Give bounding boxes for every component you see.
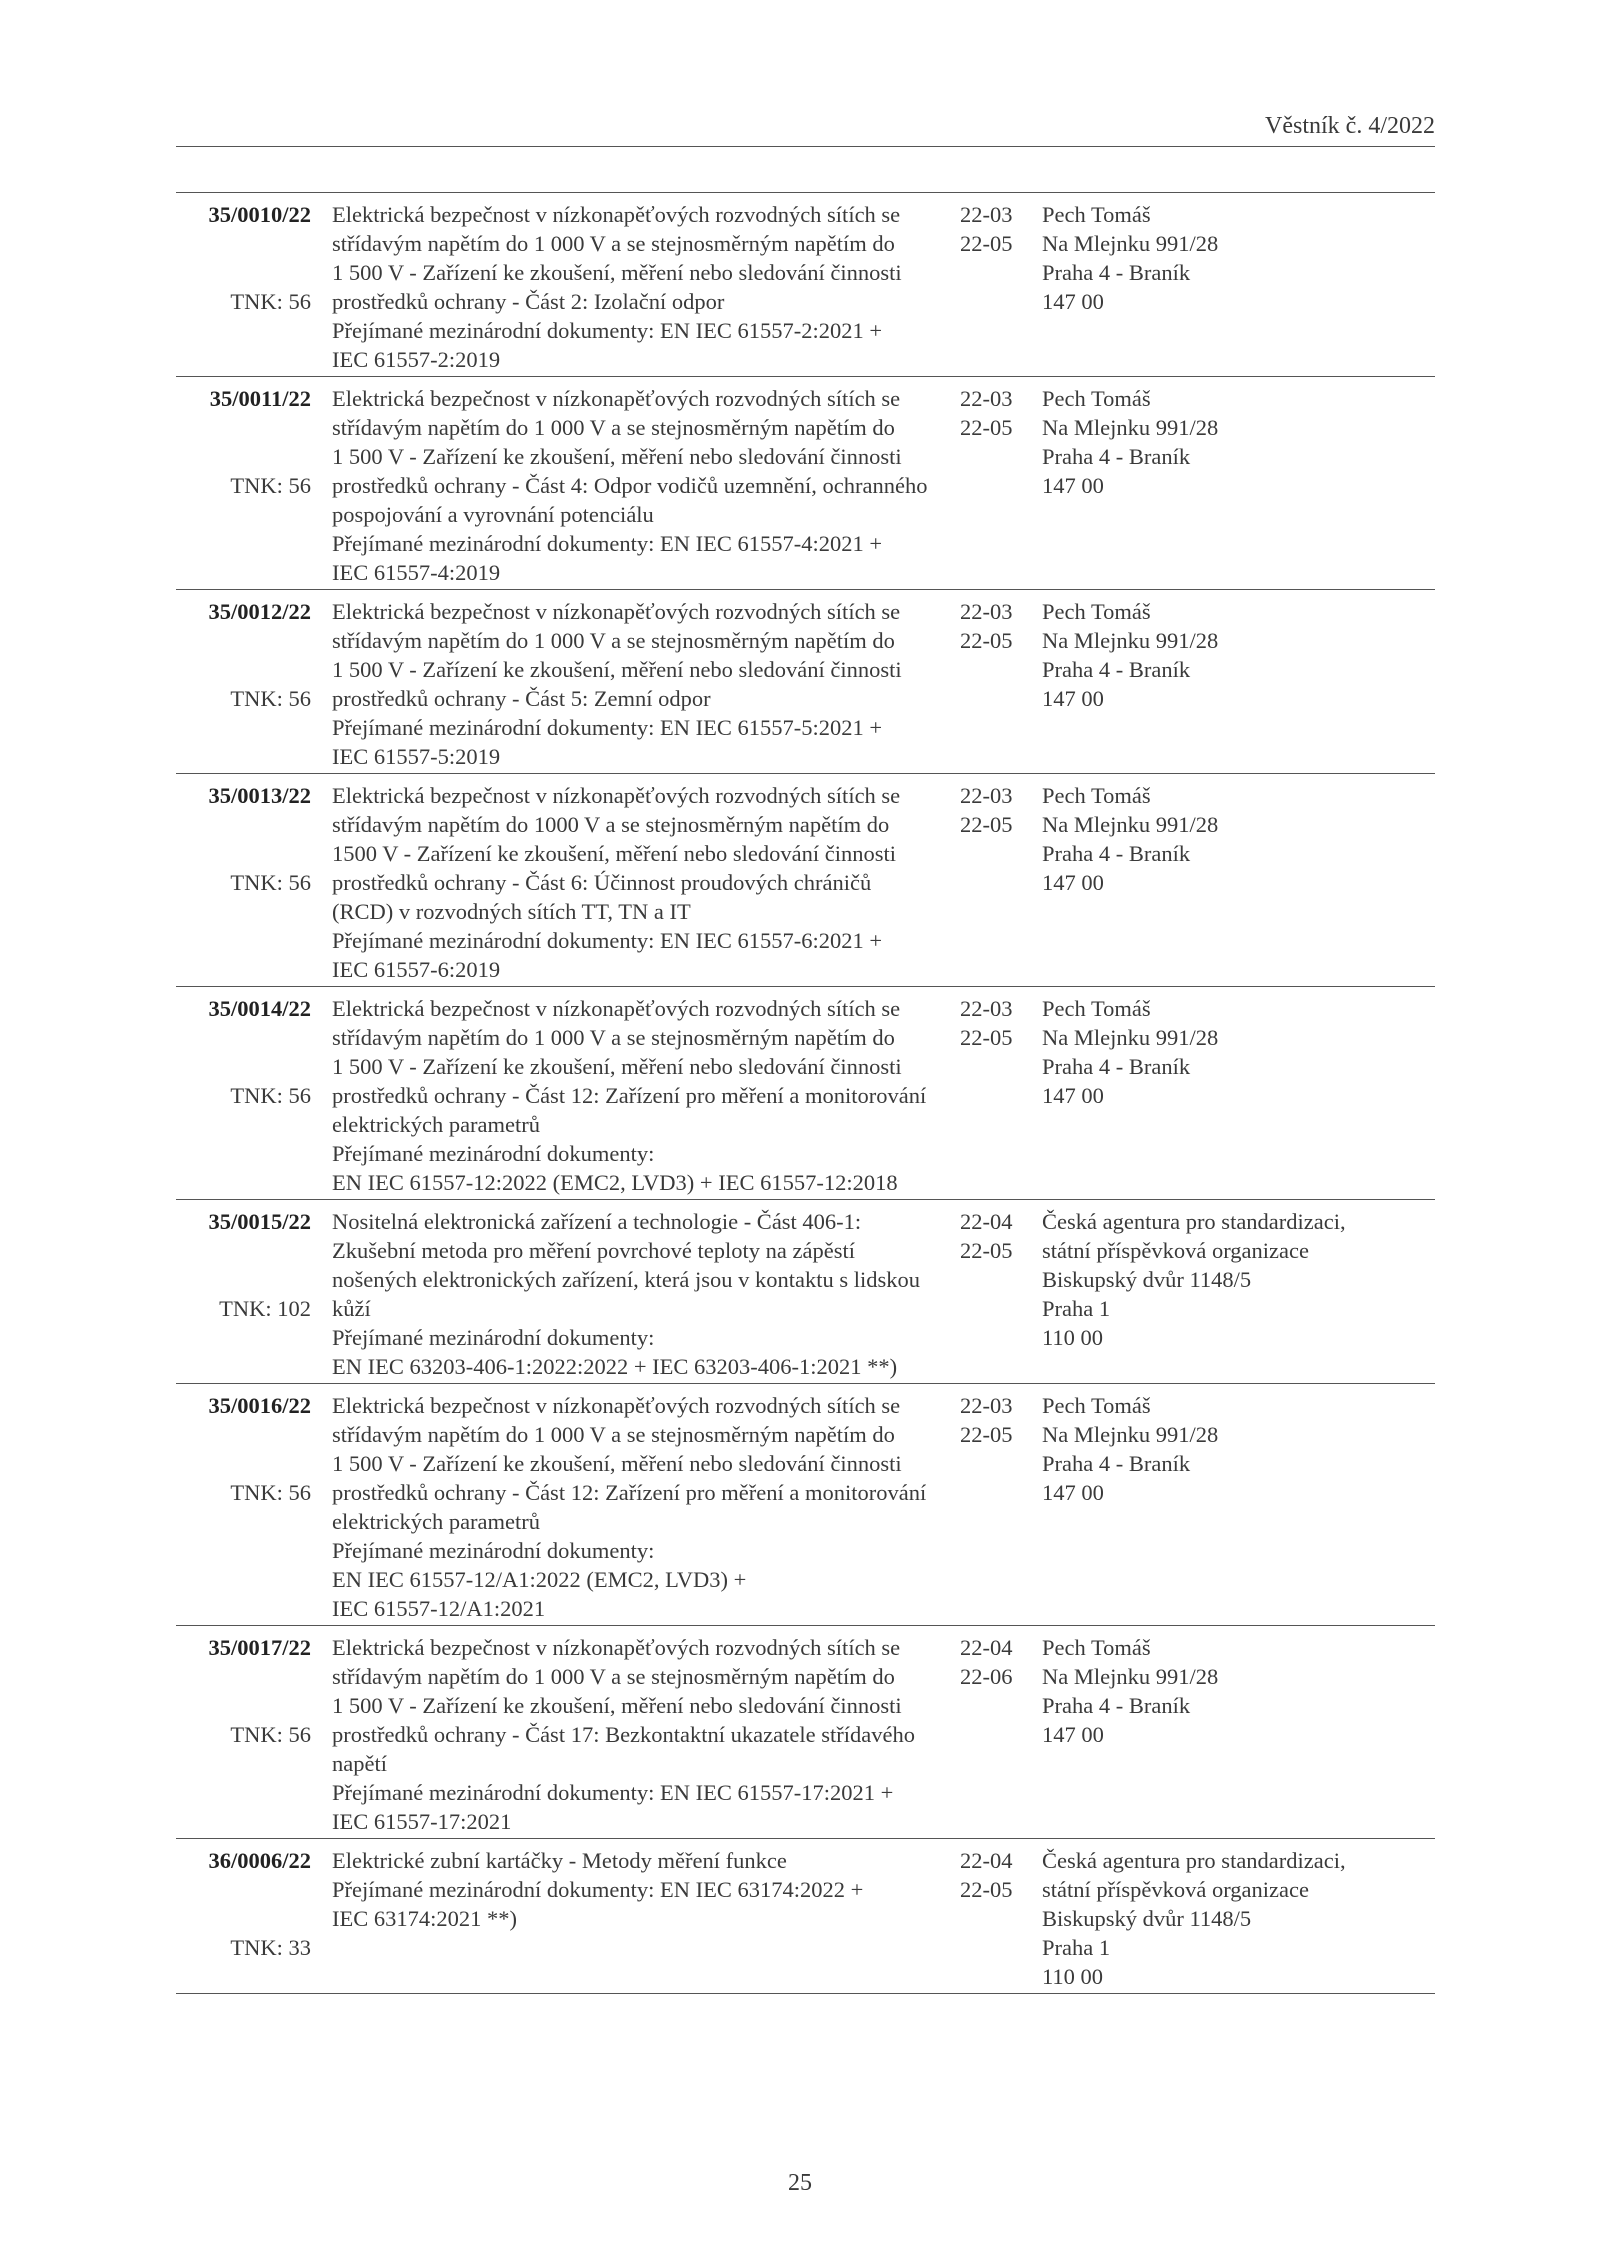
entry-contact-line: Praha 4 - Braník <box>1042 444 1191 469</box>
entry-title-line: elektrických parametrů <box>332 1112 541 1137</box>
entry-title-line: střídavým napětím do 1 000 V a se stejnosměrným napětím do <box>332 1025 895 1050</box>
entry-date: 22-05 <box>960 231 1013 256</box>
entry-title-cell <box>311 994 957 1197</box>
entry-id-cell <box>176 781 311 984</box>
entry-date: 22-05 <box>960 1422 1013 1447</box>
entry-tnk: TNK: 56 <box>230 289 311 314</box>
entry-title-line: 1 500 V - Zařízení ke zkoušení, měření nebo sledování činnosti <box>332 1054 902 1079</box>
entry-dates-cell <box>957 781 1038 984</box>
list-item <box>176 1200 1435 1384</box>
entry-dates-cell <box>957 994 1038 1197</box>
entry-contact-line: 147 00 <box>1042 473 1104 498</box>
entry-contact-line: Na Mlejnku 991/28 <box>1042 1025 1219 1050</box>
entry-title-line: střídavým napětím do 1 000 V a se stejnosměrným napětím do <box>332 628 895 653</box>
entry-contact-line: Pech Tomáš <box>1042 1393 1151 1418</box>
entry-title-line: střídavým napětím do 1 000 V a se stejnosměrným napětím do <box>332 231 895 256</box>
entry-id-cell <box>176 994 311 1197</box>
entry-date: 22-05 <box>960 812 1013 837</box>
entry-date: 22-03 <box>960 599 1013 624</box>
entry-title-cell <box>311 1207 957 1381</box>
entry-date: 22-03 <box>960 783 1013 808</box>
entry-contact-line: Biskupský dvůr 1148/5 <box>1042 1267 1252 1292</box>
entry-contact-line: státní příspěvková organizace <box>1042 1238 1309 1263</box>
entry-date: 22-05 <box>960 1877 1013 1902</box>
entry-title-line: střídavým napětím do 1 000 V a se stejnosměrným napětím do <box>332 1664 895 1689</box>
entry-title-line: prostředků ochrany - Část 17: Bezkontaktní ukazatele střídavého <box>332 1722 915 1747</box>
entry-title-line: Elektrická bezpečnost v nízkonapěťových rozvodných sítích se <box>332 202 901 227</box>
entry-contact-line: Česká agentura pro standardizaci, <box>1042 1848 1346 1873</box>
entry-title-cell <box>311 1391 957 1623</box>
entry-title-line: Elektrická bezpečnost v nízkonapěťových rozvodných sítích se <box>332 996 901 1021</box>
entry-contact-line: Pech Tomáš <box>1042 1635 1151 1660</box>
entry-id-cell <box>176 1391 311 1623</box>
list-item <box>176 1839 1435 1994</box>
entry-title-line: Přejímané mezinárodní dokumenty: EN IEC 61557-17:2021 + <box>332 1780 894 1805</box>
entry-title-cell <box>311 200 957 374</box>
entry-title-line: 1 500 V - Zařízení ke zkoušení, měření nebo sledování činnosti <box>332 657 902 682</box>
entry-tnk: TNK: 56 <box>230 1722 311 1747</box>
entry-number: 36/0006/22 <box>208 1848 311 1873</box>
entry-title-line: IEC 61557-12/A1:2021 <box>332 1596 546 1621</box>
entry-title-line: 1 500 V - Zařízení ke zkoušení, měření nebo sledování činnosti <box>332 444 902 469</box>
entry-date: 22-03 <box>960 386 1013 411</box>
entry-tnk: TNK: 56 <box>230 1480 311 1505</box>
entry-title-cell <box>311 597 957 771</box>
entry-contact-line: Na Mlejnku 991/28 <box>1042 812 1219 837</box>
entry-title-line: prostředků ochrany - Část 6: Účinnost proudových chráničů <box>332 870 872 895</box>
entry-contact-line: Praha 4 - Braník <box>1042 260 1191 285</box>
entry-title-line: EN IEC 61557-12/A1:2022 (EMC2, LVD3) + <box>332 1567 747 1592</box>
entry-contact-line: Na Mlejnku 991/28 <box>1042 1664 1219 1689</box>
entry-tnk: TNK: 56 <box>230 1083 311 1108</box>
list-item <box>176 193 1435 377</box>
standards-list <box>176 192 1435 1994</box>
entry-contact-cell <box>1038 781 1435 984</box>
entry-dates-cell <box>957 597 1038 771</box>
entry-contact-line: Praha 1 <box>1042 1296 1111 1321</box>
entry-title-line: Přejímané mezinárodní dokumenty: EN IEC 61557-2:2021 + <box>332 318 883 343</box>
entry-contact-line: Praha 4 - Braník <box>1042 1054 1191 1079</box>
entry-contact-line: Biskupský dvůr 1148/5 <box>1042 1906 1252 1931</box>
entry-contact-line: Pech Tomáš <box>1042 783 1151 808</box>
entry-title-line: Nositelná elektronická zařízení a technologie - Část 406-1: <box>332 1209 862 1234</box>
entry-title-line: IEC 61557-5:2019 <box>332 744 501 769</box>
entry-contact-line: 147 00 <box>1042 1722 1104 1747</box>
entry-title-line: prostředků ochrany - Část 2: Izolační odpor <box>332 289 725 314</box>
entry-tnk: TNK: 56 <box>230 870 311 895</box>
entry-title-line: IEC 61557-17:2021 <box>332 1809 512 1834</box>
entry-title-line: IEC 63174:2021 **) <box>332 1906 517 1931</box>
entry-date: 22-03 <box>960 1393 1013 1418</box>
list-item <box>176 377 1435 590</box>
entry-dates-cell <box>957 1633 1038 1836</box>
entry-contact-line: Pech Tomáš <box>1042 599 1151 624</box>
entry-dates-cell <box>957 1846 1038 1991</box>
entry-contact-cell <box>1038 1633 1435 1836</box>
entry-title-line: Přejímané mezinárodní dokumenty: <box>332 1141 655 1166</box>
entry-title-line: nošených elektronických zařízení, která jsou v kontaktu s lidskou <box>332 1267 920 1292</box>
entry-number: 35/0016/22 <box>208 1393 311 1418</box>
entry-title-line: elektrických parametrů <box>332 1509 541 1534</box>
list-item <box>176 774 1435 987</box>
entry-title-line: (RCD) v rozvodných sítích TT, TN a IT <box>332 899 691 924</box>
entry-id-cell <box>176 384 311 587</box>
entry-id-cell <box>176 200 311 374</box>
entry-dates-cell <box>957 1391 1038 1623</box>
entry-id-cell <box>176 597 311 771</box>
entry-title-line: kůží <box>332 1296 371 1321</box>
entry-title-line: střídavým napětím do 1 000 V a se stejnosměrným napětím do <box>332 1422 895 1447</box>
entry-date: 22-06 <box>960 1664 1013 1689</box>
entry-contact-line: Na Mlejnku 991/28 <box>1042 628 1219 653</box>
entry-contact-line: Na Mlejnku 991/28 <box>1042 415 1219 440</box>
entry-title-line: Přejímané mezinárodní dokumenty: EN IEC 61557-6:2021 + <box>332 928 883 953</box>
entry-contact-cell <box>1038 994 1435 1197</box>
entry-title-line: Elektrická bezpečnost v nízkonapěťových rozvodných sítích se <box>332 1393 901 1418</box>
entry-contact-cell <box>1038 384 1435 587</box>
entry-number: 35/0011/22 <box>209 386 311 411</box>
entry-contact-line: 110 00 <box>1042 1964 1104 1989</box>
entry-title-line: Elektrická bezpečnost v nízkonapěťových rozvodných sítích se <box>332 386 901 411</box>
entry-title-line: Elektrická bezpečnost v nízkonapěťových rozvodných sítích se <box>332 599 901 624</box>
entry-title-line: napětí <box>332 1751 387 1776</box>
header-divider <box>176 146 1435 147</box>
entry-contact-cell <box>1038 597 1435 771</box>
entry-contact-line: Pech Tomáš <box>1042 996 1151 1021</box>
entry-title-line: 1500 V - Zařízení ke zkoušení, měření nebo sledování činnosti <box>332 841 897 866</box>
entry-title-cell <box>311 781 957 984</box>
entry-contact-cell <box>1038 1846 1435 1991</box>
entry-contact-line: Na Mlejnku 991/28 <box>1042 231 1219 256</box>
entry-title-line: prostředků ochrany - Část 12: Zařízení pro měření a monitorování <box>332 1083 927 1108</box>
entry-date: 22-04 <box>960 1635 1013 1660</box>
entry-contact-line: Pech Tomáš <box>1042 202 1151 227</box>
entry-tnk: TNK: 33 <box>230 1935 311 1960</box>
entry-contact-line: 147 00 <box>1042 289 1104 314</box>
entry-title-line: Elektrické zubní kartáčky - Metody měření funkce <box>332 1848 787 1873</box>
entry-number: 35/0017/22 <box>208 1635 311 1660</box>
entry-title-line: pospojování a vyrovnání potenciálu <box>332 502 654 527</box>
page-number: 25 <box>788 2170 812 2196</box>
entry-date: 22-05 <box>960 415 1013 440</box>
entry-number: 35/0012/22 <box>208 599 311 624</box>
entry-title-line: 1 500 V - Zařízení ke zkoušení, měření nebo sledování činnosti <box>332 1451 902 1476</box>
entry-title-line: Zkušební metoda pro měření povrchové teploty na zápěstí <box>332 1238 855 1263</box>
entry-tnk: TNK: 102 <box>219 1296 311 1321</box>
entry-title-line: Přejímané mezinárodní dokumenty: EN IEC 63174:2022 + <box>332 1877 864 1902</box>
entry-date: 22-05 <box>960 628 1013 653</box>
entry-dates-cell <box>957 1207 1038 1381</box>
entry-title-line: Přejímané mezinárodní dokumenty: EN IEC 61557-4:2021 + <box>332 531 883 556</box>
entry-contact-line: Na Mlejnku 991/28 <box>1042 1422 1219 1447</box>
entry-title-line: prostředků ochrany - Část 5: Zemní odpor <box>332 686 711 711</box>
entry-title-cell <box>311 384 957 587</box>
entry-date: 22-03 <box>960 202 1013 227</box>
entry-title-cell <box>311 1633 957 1836</box>
entry-title-line: Přejímané mezinárodní dokumenty: <box>332 1325 655 1350</box>
entry-contact-line: 147 00 <box>1042 870 1104 895</box>
entry-contact-cell <box>1038 1207 1435 1381</box>
entry-tnk: TNK: 56 <box>230 473 311 498</box>
entry-title-cell <box>311 1846 957 1991</box>
entry-number: 35/0010/22 <box>208 202 311 227</box>
journal-title: Věstník č. 4/2022 <box>1265 113 1435 139</box>
entry-number: 35/0013/22 <box>208 783 311 808</box>
entry-contact-line: Praha 4 - Braník <box>1042 1451 1191 1476</box>
entry-contact-line: Pech Tomáš <box>1042 386 1151 411</box>
entry-contact-line: 147 00 <box>1042 686 1104 711</box>
entry-id-cell <box>176 1633 311 1836</box>
list-item <box>176 1626 1435 1839</box>
entry-date: 22-05 <box>960 1238 1013 1263</box>
entry-contact-line: Praha 1 <box>1042 1935 1111 1960</box>
entry-contact-line: 147 00 <box>1042 1083 1104 1108</box>
entry-date: 22-05 <box>960 1025 1013 1050</box>
entry-contact-line: státní příspěvková organizace <box>1042 1877 1309 1902</box>
entry-title-line: 1 500 V - Zařízení ke zkoušení, měření nebo sledování činnosti <box>332 1693 902 1718</box>
entry-title-line: prostředků ochrany - Část 12: Zařízení pro měření a monitorování <box>332 1480 927 1505</box>
entry-title-line: IEC 61557-6:2019 <box>332 957 501 982</box>
entry-title-line: IEC 61557-4:2019 <box>332 560 501 585</box>
list-item <box>176 987 1435 1200</box>
entry-date: 22-04 <box>960 1848 1013 1873</box>
entry-id-cell <box>176 1846 311 1991</box>
entry-tnk: TNK: 56 <box>230 686 311 711</box>
entry-title-line: Elektrická bezpečnost v nízkonapěťových rozvodných sítích se <box>332 783 901 808</box>
entry-title-line: prostředků ochrany - Část 4: Odpor vodičů uzemnění, ochranného <box>332 473 928 498</box>
entry-number: 35/0015/22 <box>208 1209 311 1234</box>
entry-contact-cell <box>1038 1391 1435 1623</box>
entry-contact-line: Praha 4 - Braník <box>1042 841 1191 866</box>
entry-title-line: střídavým napětím do 1 000 V a se stejnosměrným napětím do <box>332 415 895 440</box>
entry-title-line: IEC 61557-2:2019 <box>332 347 501 372</box>
entry-contact-line: Praha 4 - Braník <box>1042 1693 1191 1718</box>
entry-title-line: Přejímané mezinárodní dokumenty: EN IEC 61557-5:2021 + <box>332 715 883 740</box>
entry-dates-cell <box>957 200 1038 374</box>
entry-title-line: EN IEC 61557-12:2022 (EMC2, LVD3) + IEC 61557-12:2018 <box>332 1170 898 1195</box>
entry-date: 22-04 <box>960 1209 1013 1234</box>
list-item <box>176 1384 1435 1626</box>
entry-contact-line: Česká agentura pro standardizaci, <box>1042 1209 1346 1234</box>
entry-number: 35/0014/22 <box>208 996 311 1021</box>
entry-date: 22-03 <box>960 996 1013 1021</box>
entry-title-line: Přejímané mezinárodní dokumenty: <box>332 1538 655 1563</box>
entry-dates-cell <box>957 384 1038 587</box>
entry-title-line: EN IEC 63203-406-1:2022:2022 + IEC 63203-406-1:2021 **) <box>332 1354 898 1379</box>
list-item <box>176 590 1435 774</box>
entry-id-cell <box>176 1207 311 1381</box>
entry-contact-line: 110 00 <box>1042 1325 1104 1350</box>
entry-contact-line: 147 00 <box>1042 1480 1104 1505</box>
entry-title-line: 1 500 V - Zařízení ke zkoušení, měření nebo sledování činnosti <box>332 260 902 285</box>
entry-contact-cell <box>1038 200 1435 374</box>
entry-title-line: střídavým napětím do 1000 V a se stejnosměrným napětím do <box>332 812 890 837</box>
entry-title-line: Elektrická bezpečnost v nízkonapěťových rozvodných sítích se <box>332 1635 901 1660</box>
entry-contact-line: Praha 4 - Braník <box>1042 657 1191 682</box>
